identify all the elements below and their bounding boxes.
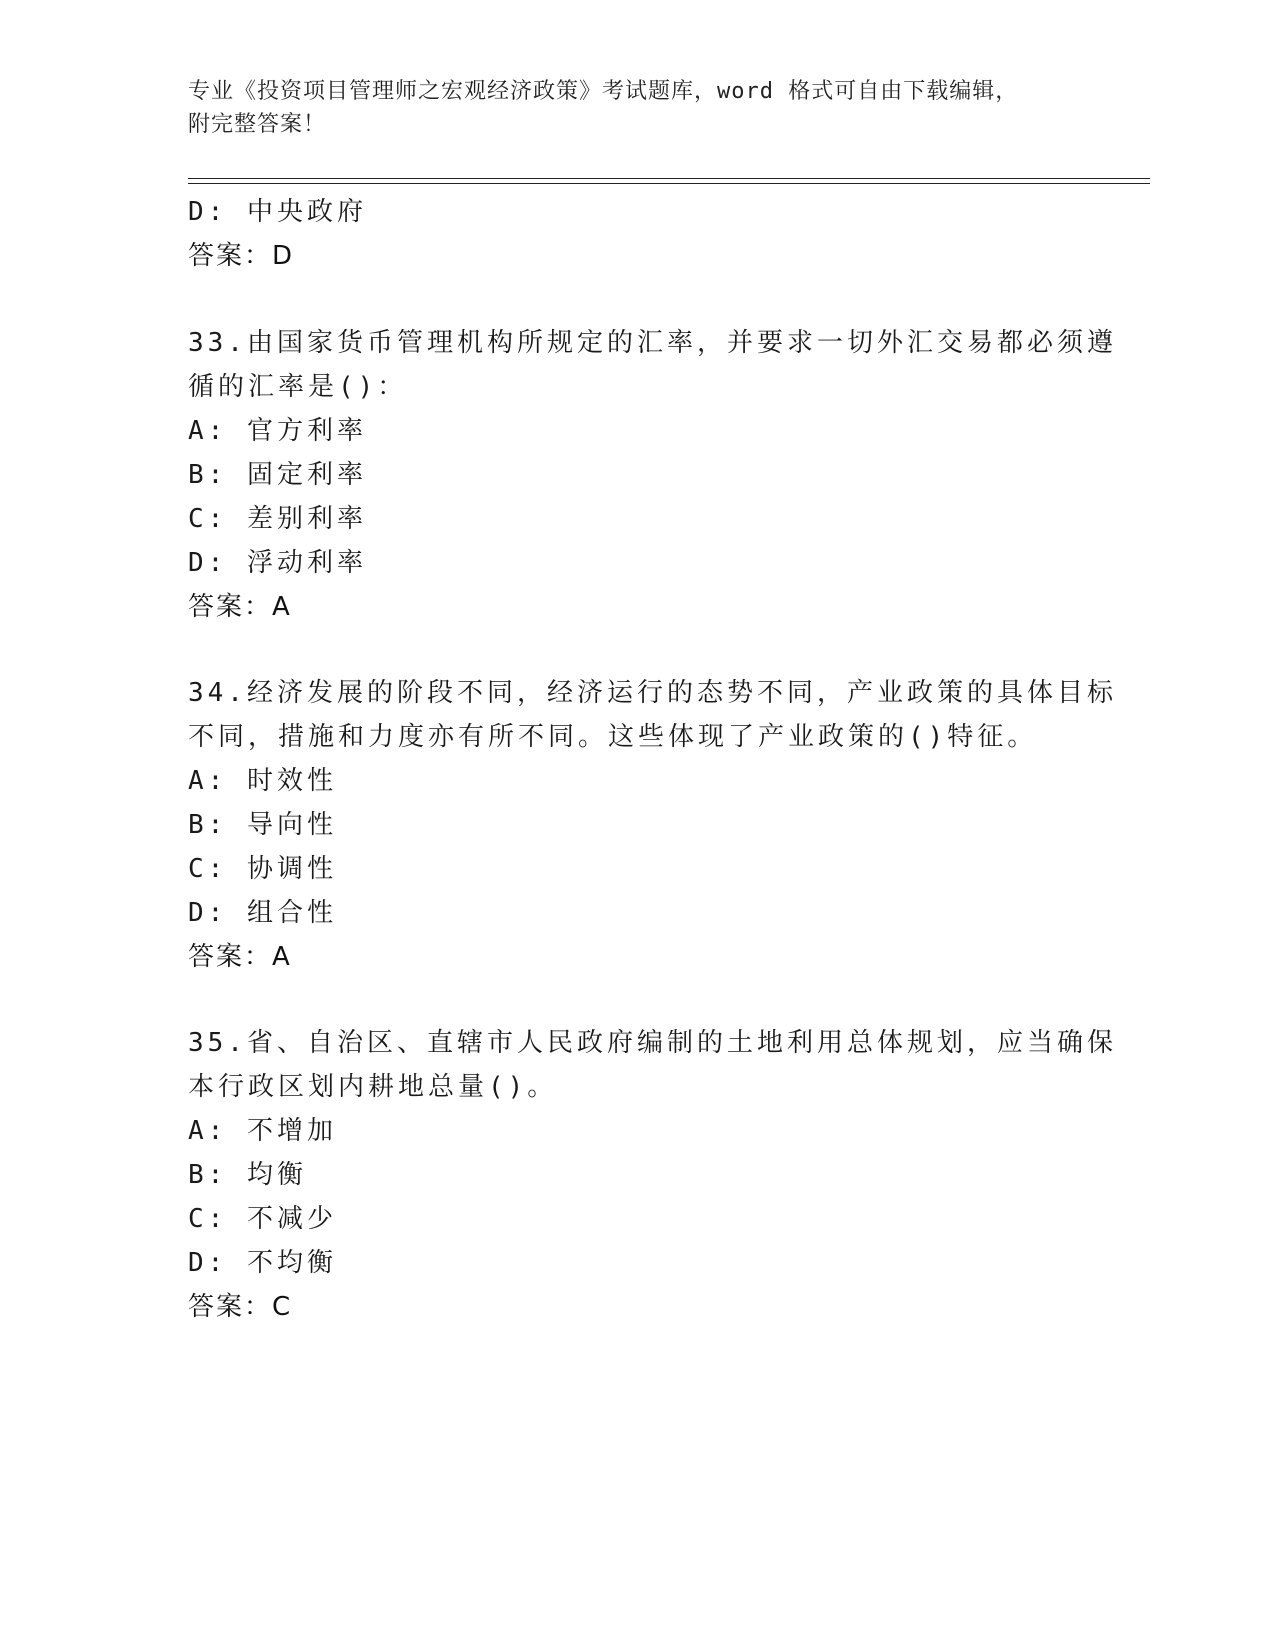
q35-stem-line-2: 本行政区划内耕地总量()。: [188, 1072, 558, 1102]
q34-stem-line-1: 34.经济发展的阶段不同，经济运行的态势不同，产业政策的具体目标: [188, 678, 1117, 708]
q33-answer: 答案：A: [188, 592, 292, 622]
header-divider-bottom: [188, 183, 1150, 184]
q35-option-c: C: 不减少: [188, 1204, 337, 1234]
header-line-1: 专业《投资项目管理师之宏观经济政策》考试题库，word 格式可自由下载编辑，: [188, 79, 1019, 104]
q33-option-c: C: 差别利率: [188, 504, 367, 534]
q33-stem-line-2: 循的汇率是()：: [188, 372, 408, 402]
prev-option-d: D: 中央政府: [188, 197, 367, 227]
q35-option-b: B: 均衡: [188, 1160, 307, 1190]
q34-answer: 答案：A: [188, 942, 292, 972]
q34-option-c: C: 协调性: [188, 854, 337, 884]
q33-option-a: A: 官方利率: [188, 416, 367, 446]
q33-option-b: B: 固定利率: [188, 460, 367, 490]
q34-option-d: D: 组合性: [188, 898, 337, 928]
q34-option-a: A: 时效性: [188, 766, 337, 796]
q35-option-d: D: 不均衡: [188, 1248, 337, 1278]
header-line-2: 附完整答案！: [188, 112, 327, 137]
q34-option-b: B: 导向性: [188, 810, 337, 840]
q33-stem-line-1: 33.由国家货币管理机构所规定的汇率，并要求一切外汇交易都必须遵: [188, 328, 1117, 358]
prev-answer: 答案：D: [188, 241, 295, 271]
q35-answer: 答案：C: [188, 1292, 293, 1322]
q33-option-d: D: 浮动利率: [188, 548, 367, 578]
header-divider-top: [188, 178, 1150, 179]
q34-stem-line-2: 不同，措施和力度亦有所不同。这些体现了产业政策的()特征。: [188, 722, 1038, 752]
q35-stem-line-1: 35.省、自治区、直辖市人民政府编制的土地利用总体规划，应当确保: [188, 1028, 1117, 1058]
q35-option-a: A: 不增加: [188, 1116, 337, 1146]
document-header: [188, 75, 1088, 141]
